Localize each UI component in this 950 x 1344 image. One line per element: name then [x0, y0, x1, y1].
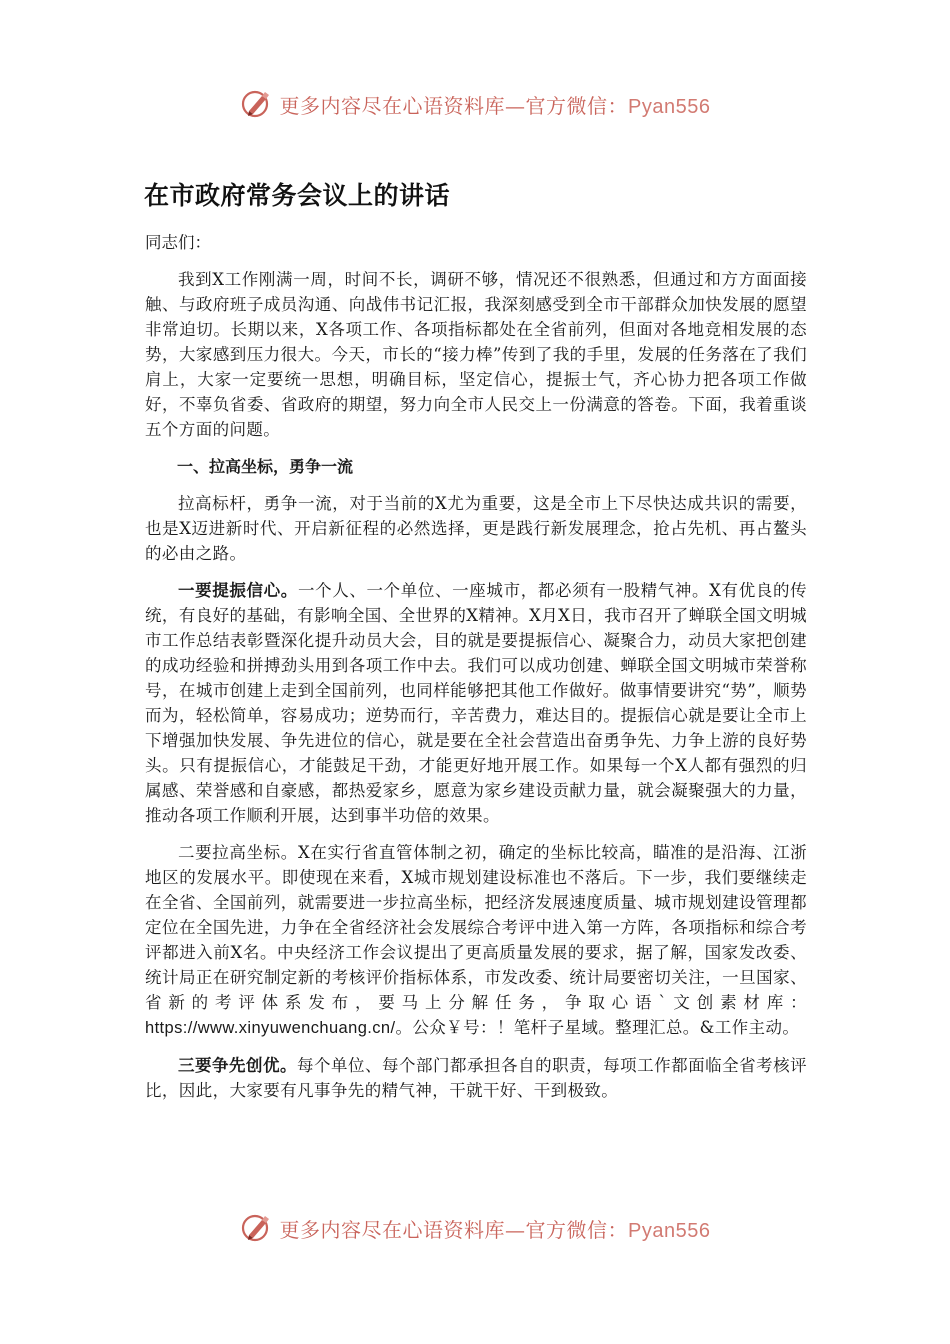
point-2-tail: 。公众￥号：！笔杆子星域。整理汇总。&工作主动。	[395, 1018, 800, 1037]
point-2-body: 二要拉高坐标。X在实行省直管体制之初，确定的坐标比较高，瞄准的是沿海、江浙地区的发展水平。即使现在来看，X城市规划建设标准也不落后。下一步，我们要继续走在全省、全国前列，就需要进一步拉高坐标，把经济发展速度质量、城市规划建设管理都定位在全国先进，力争在全省经济社会发展综合考评中进入第一方阵，各项指标和综合考评都进入前X名。中央经济工作会议提出了更高质量发展的要求，据了解，国家发改委、统计局正在研究制定新的考核评价指标体系，市发改委、统计局要密切关注，一旦国家、省新的考评体系发布，要马上分解任务，争取心语`文创素材库：	[145, 843, 807, 1012]
document-body	[145, 176, 807, 1115]
point-1-paragraph	[145, 578, 807, 828]
intro-paragraph: 我到X工作刚满一周，时间不长，调研不够，情况还不很熟悉，但通过和方方面面接触、与政府班子成员沟通、向战伟书记汇报，我深刻感受到全市干部群众加快发展的愿望非常迫切。长期以来，X各项工作、各项指标都处在全省前列，但面对各地竞相发展的态势，大家感到压力很大。今天，市长的“接力棒”传到了我的手里，发展的任务落在了我们肩上，大家一定要统一思想，明确目标，坚定信心，提振士气，齐心协力把各项工作做好，不辜负省委、省政府的期望，努力向全市人民交上一份满意的答卷。下面，我着重谈五个方面的问题。	[145, 270, 807, 439]
pen-logo-icon	[240, 1211, 274, 1245]
section-1-intro-paragraph: 拉高标杆，勇争一流，对于当前的X尤为重要，这是全市上下尽快达成共识的需要，也是X迈进新时代、开启新征程的必然选择，更是践行新发展理念，抢占先机、再占鳌头的必由之路。	[145, 494, 807, 563]
watermark-text: 更多内容尽在心语资料库—官方微信：Pyan556	[279, 1217, 711, 1242]
section-1-heading: 一、拉高坐标，勇争一流	[177, 457, 354, 476]
point-2-paragraph	[145, 840, 807, 1041]
watermark-text: 更多内容尽在心语资料库—官方微信：Pyan556	[279, 93, 711, 118]
point-1-body: 一个人、一个单位、一座城市，都必须有一股精气神。X有优良的传统，有良好的基础，有影响全国、全世界的X精神。X月X日，我市召开了蝉联全国文明城市工作总结表彰暨深化提升动员大会，目的就是要提振信心、凝聚合力，动员大家把创建的成功经验和拼搏劲头用到各项工作中去。我们可以成功创建、蝉联全国文明城市荣誉称号，在城市创建上走到全国前列，也同样能够把其他工作做好。做事情要讲究“势”，顺势而为，轻松简单，容易成功；逆势而行，辛苦费力，难达目的。提振信心就是要让全市上下增强加快发展、争先进位的信心，就是要在全社会营造出奋勇争先、力争上游的良好势头。只有提振信心，才能鼓足干劲，才能更好地开展工作。如果每一个X人都有强烈的归属感、荣誉感和自豪感，都热爱家乡，愿意为家乡建设贡献力量，就会凝聚强大的力量，推动各项工作顺利开展，达到事半功倍的效果。	[145, 581, 807, 825]
footer-watermark-banner	[0, 1208, 950, 1248]
point-3-body: 每个单位、每个部门都承担各自的职责，每项工作都面临全省考核评比，因此，大家要有凡事争先的精气神，干就干好、干到极致。	[145, 1056, 808, 1100]
point-3-lead: 三要争先创优。	[178, 1056, 298, 1075]
wechat-id: Pyan556	[628, 1219, 711, 1242]
pen-logo-icon	[240, 87, 274, 121]
point-1-lead: 一要提振信心。	[178, 581, 298, 600]
header-watermark-banner	[0, 84, 950, 124]
point-3-paragraph	[145, 1053, 807, 1103]
source-url-link[interactable]: https://www.xinyuwenchuang.cn/	[145, 1019, 396, 1037]
wechat-id: Pyan556	[628, 95, 711, 118]
document-title: 在市政府常务会议上的讲话	[144, 181, 451, 210]
salutation: 同志们：	[145, 233, 211, 252]
